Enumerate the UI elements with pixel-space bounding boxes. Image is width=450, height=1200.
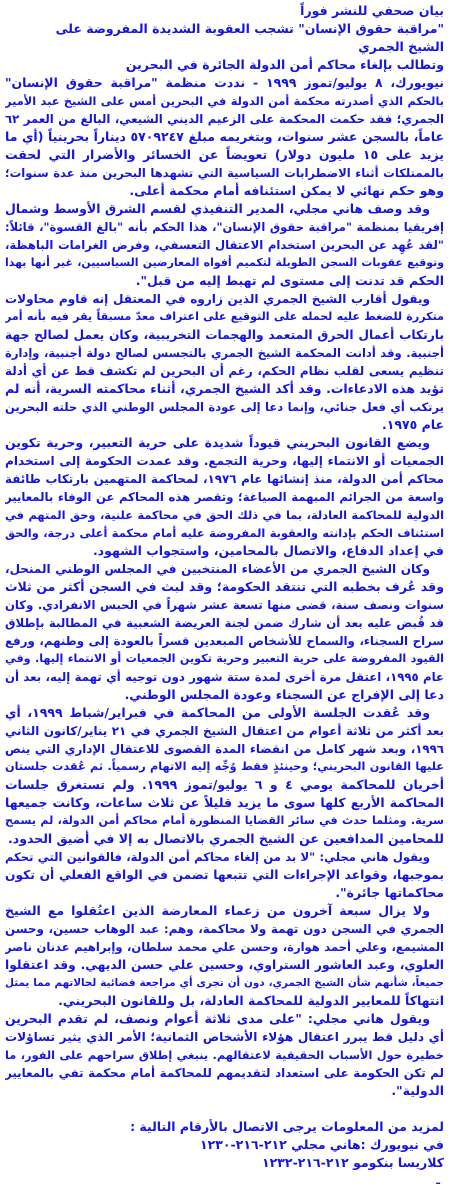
paragraph — [5, 704, 444, 848]
paragraph — [5, 200, 444, 290]
paragraph-line: انتهاكاً للمعايير الدولية للمحاكمة العادلة، بل وللقانون البحريني. — [58, 993, 444, 1008]
paragraph-line: أخريان للمحاكمة يومي ٤ و ٦ يوليو/تموز ١٩٩٩. ولم تستغرق جلسات — [5, 777, 444, 792]
paragraph-line: الجمعيات أو الانتماء إليها، وحرية التجمع. وقد عمدت الحكومة إلى استخدام — [5, 454, 444, 468]
paragraph-line: متكررة للضغط عليه لحمله على التوقيع على اعتراف معدّ مسبقاً يقر فيه بأنه أمر — [5, 310, 444, 323]
paragraph-line: عاماً، بالسجن عشر سنوات، وبتغريمه مبلغ ٥٧٠٩٢٤٧ ديناراً بحرينياً (أي ما — [5, 129, 444, 144]
paragraph-line: يزيد على ١٥ مليون دولار) تعويضاً عن الخسائر والأضرار التي لحقت — [5, 147, 444, 162]
paragraph-line: بموجبها، وقواعد الإجراءات التي تتبعها تضمن في الواقع الفعلي أن تكون — [5, 868, 444, 882]
paragraph-line: بارتكاب أعمال الحرق المتعمد والهجمات التخريبية، وكان يعمل لصالح جهة — [5, 328, 444, 342]
subheadline: وتطالب بإلغاء محاكم أمن الدولة الجائرة في البحرين — [125, 57, 444, 72]
paragraph-line: سراح السجناء، والسماح للأشخاص المبعدين قسراً بالعودة إلى وطنهم، ورفع — [5, 634, 444, 648]
paragraph-line: "لقد عُهِد عن البحرين استخدام الاعتقال التعسفي، وفرض الغرامات الباهظة، — [5, 238, 444, 252]
paragraph-line: ويقول هاني مجلي: "على مدى ثلاثة أعوام ونصف، لم تقدم البحرين — [5, 1011, 430, 1026]
paragraph-line: وهو حكم نهائي لا يمكن استئنافه أمام محكمة أعلى. — [129, 183, 444, 198]
paragraph — [5, 434, 444, 560]
paragraph-line: ويقول هاني مجلي: "لا بد من إلغاء محاكم أمن الدولة، فالقوانين التي تحكم — [5, 850, 430, 864]
paragraph-line: عليها القانون البحريني؛ وحينئذٍ فقط وُجِّه إليه الاتهام رسمياً. ثم عُقدت جلستان — [5, 760, 444, 773]
paragraph-line: ١٩٩٦، وبعد شهر كامل من انقضاء المدة القصوى للاعتقال الإداري التي ينص — [5, 742, 444, 756]
contact-line: كلاريسا بنكومو ٢١٢-٢١٦-١٢٣٢ — [262, 1155, 444, 1170]
paragraph-line: استئناف الحكم بإدانته والعقوبة المفروضة عليه أمام محكمة أعلى درجة، والحق — [5, 526, 444, 540]
paragraph — [5, 74, 444, 200]
paragraph — [5, 848, 444, 902]
paragraph-line: وكان الشيخ الجمري من الأعضاء المنتخبين في المجلس الوطني المنحل، — [5, 562, 430, 576]
paragraph-line: واسعة من الجرائم المبهمة الصياغة؛ وتقصر هذه المحاكم عن الوفاء بالمعايير — [5, 490, 444, 504]
paragraph-line: دعا إلى الإفراج عن السجناء وعودة المجلس الوطني. — [124, 687, 444, 702]
paragraph-line: ولا يزال سبعة آخرون من زعماء المعارضة الذين اعتُقلوا مع الشيخ — [5, 903, 430, 918]
paragraph-line: تنظيم يسعى لقلب نظام الحكم، رغم أن البحرين لم تكشف قط عن أي أدلة — [5, 364, 444, 378]
paragraph-line: محاكماتها جائرة". — [335, 885, 444, 900]
paragraph-line: وتوقيع عقوبات السجن الطويلة لتكميم أفواه المعارضين السياسيين، غير أنها بهذا — [5, 256, 444, 269]
paragraph-line: بعد أكثر من ثلاثة أعوام من اعتقال الشيخ الجمري في ٢١ يناير/كانون الثاني — [5, 724, 444, 738]
paragraph-line: محاكم أمن الدولة، منذ إنشائها عام ١٩٧٦، لمحاكمة المتهمين بارتكاب طائفة — [5, 472, 444, 486]
paragraph-line: قد قُبض عليه بعد أن شارك ضمن لجنة العريضة الشعبية في المطالبة بإطلاق — [5, 616, 444, 630]
paragraph-line: أي دليل قط يبرر اعتقال هؤلاء الأشخاص الثمانية؛ الأمر الذي يثير تساؤلات — [5, 1030, 444, 1044]
paragraph-line: يرتكب أي فعل جنائي، وإنما دعا إلى عودة المجلس الوطني الذي حلته البحرين — [5, 400, 444, 414]
headline-line: "مراقبة حقوق الإنسان" تشجب العقوبة الشديدة المفروضة على — [55, 21, 444, 36]
paragraph — [5, 290, 444, 434]
paragraph-line: خطيرة حول الأسباب الحقيقية لاعتقالهم. ينبغي إطلاق سراحهم على الفور، ما — [5, 1048, 444, 1062]
paragraph-line: جميعاً، شأنهم شأن الشيخ الجمري، دون أن تجرى أي مراجعة قضائية لحالاتهم مما يمثل — [5, 977, 444, 989]
paragraph-line: ويقول أقارب الشيخ الجمري الذين زاروه في المعتقل إنه قاوم محاولات — [5, 292, 430, 306]
paragraph-line: لم تكن الحكومة على استعداد لتقديمهم للمحاكمة أمام محكمة تفي بالمعايير — [5, 1066, 444, 1080]
paragraph-line: سرية. ومثلما حدث في سائر القضايا المنظورة أمام محاكم أمن الدولة، لم يسمح — [5, 814, 444, 827]
contact-section — [5, 1118, 444, 1172]
headline-line: الشيخ الجمري — [358, 39, 444, 54]
paragraph-line: المشيمع، وعلي أحمد هوارة، وحسن علي محمد سلطان، وإبراهيم عدنان ناصر — [5, 940, 444, 954]
paragraph-line: سنوات ونصف سنة، قضى منها تسعة عشر شهراً في الحبس الانفرادي. وكان — [5, 598, 444, 612]
paragraph-line: نيويورك، ٨ يوليو/تموز ١٩٩٩ - نددت منظمة "مراقبة حقوق الإنسان" — [5, 75, 444, 90]
paragraph-line: العلوي، وعبد العاشور الستراوي، وحسين علي حسن الديهي. وقد اعتقلوا — [5, 958, 444, 972]
paragraph-line: القيود المفروضة على حرية التعبير وحرية تكوين الجمعيات أو الانتماء إليها. وفي — [5, 652, 444, 665]
paragraph-line: وقد وصف هاني مجلي، المدير التنفيذي لقسم الشرق الأوسط وشمال — [5, 201, 430, 216]
paragraph-line: إفريقيا بمنظمة "مراقبة حقوق الإنسان"، هذا الحكم بأنه "بالغ القسوة"، قائلاً: — [5, 220, 444, 234]
paragraph-line: عام ١٩٧٥. — [381, 417, 444, 432]
paragraph-line: وقد عُقدت الجلسة الأولى من المحاكمة في فبراير/شباط ١٩٩٩، أي — [5, 705, 430, 720]
paragraph-line: الحكم قد تدنت إلى مستوى لم تهبط إليه من قبل". — [135, 273, 444, 288]
contact-line: في نيويورك :هاني مجلي ٢١٢-٢١٦-١٢٣٠ — [200, 1137, 444, 1152]
blank-line — [5, 1100, 444, 1118]
paragraph-line: الدولية". — [391, 1083, 444, 1098]
paragraph-line: أجنبية. وقد أدانت المحكمة الشيخ الجمري بالتجسس لصالح دولة أجنبية، وإدارة — [5, 346, 444, 360]
paragraph-line: الجمري في السجن دون تهمة ولا محاكمة، وهم: عبد الوهاب حسين، وحسن — [5, 922, 444, 936]
release-kicker: بيان صحفي للنشر فوراً — [300, 3, 444, 18]
paragraph-line: تؤيد هذه الادعاءات. وقد أكد الشيخ الجمري، أثناء محاكمته السرية، أنه لم — [5, 381, 444, 396]
page-fragment: ـ — [436, 1174, 440, 1187]
paragraph-line: الدولية للمحاكمة العادلة، بما في ذلك الحق في محاكمة علنية، وحق المتهم في — [5, 508, 444, 522]
paragraph-line: بالممتلكات أثناء الاضطرابات السياسية التي تشهدها البحرين منذ عدة سنوات؛ — [5, 166, 444, 180]
paragraph-line: بالحكم الذي أصدرته محكمة أمن الدولة في البحرين أمس على الشيخ عبد الأمير — [5, 94, 444, 108]
paragraph-line: للمحامين المدافعين عن الشيخ الجمري بالاتصال به إلا في أضيق الحدود. — [8, 831, 444, 846]
paragraph-line: ويضع القانون البحريني قيوداً شديدة على حرية التعبير، وحرية تكوين — [5, 435, 430, 450]
paragraph-line: عام ١٩٩٥، اعتقل مرة أخرى لمدة ستة شهور دون توجيه أي تهمة إليه، بعد أن — [5, 670, 444, 684]
paragraph — [5, 1010, 444, 1100]
paragraph-line: في إعداد الدفاع، والاتصال بالمحامين، واستجواب الشهود. — [92, 543, 444, 558]
paragraph — [5, 902, 444, 1010]
paragraph-line: وقد عُرف بخطبه التي تنتقد الحكومة؛ وقد لبث في السجن أكثر من ثلاث — [5, 579, 444, 594]
paragraph-line: المحاكمة الأربع كلها سوى ما يزيد قليلاً عن ثلاث ساعات، وكانت جميعها — [5, 795, 444, 810]
contact-heading: لمزيد من المعلومات يرجى الاتصال بالأرقام التالية : — [130, 1119, 444, 1134]
paragraph-line: الجمري؛ فقد حكمت المحكمة على الزعيم الديني الشيعي، البالغ من العمر ٦٢ — [5, 112, 444, 126]
paragraph — [5, 560, 444, 704]
